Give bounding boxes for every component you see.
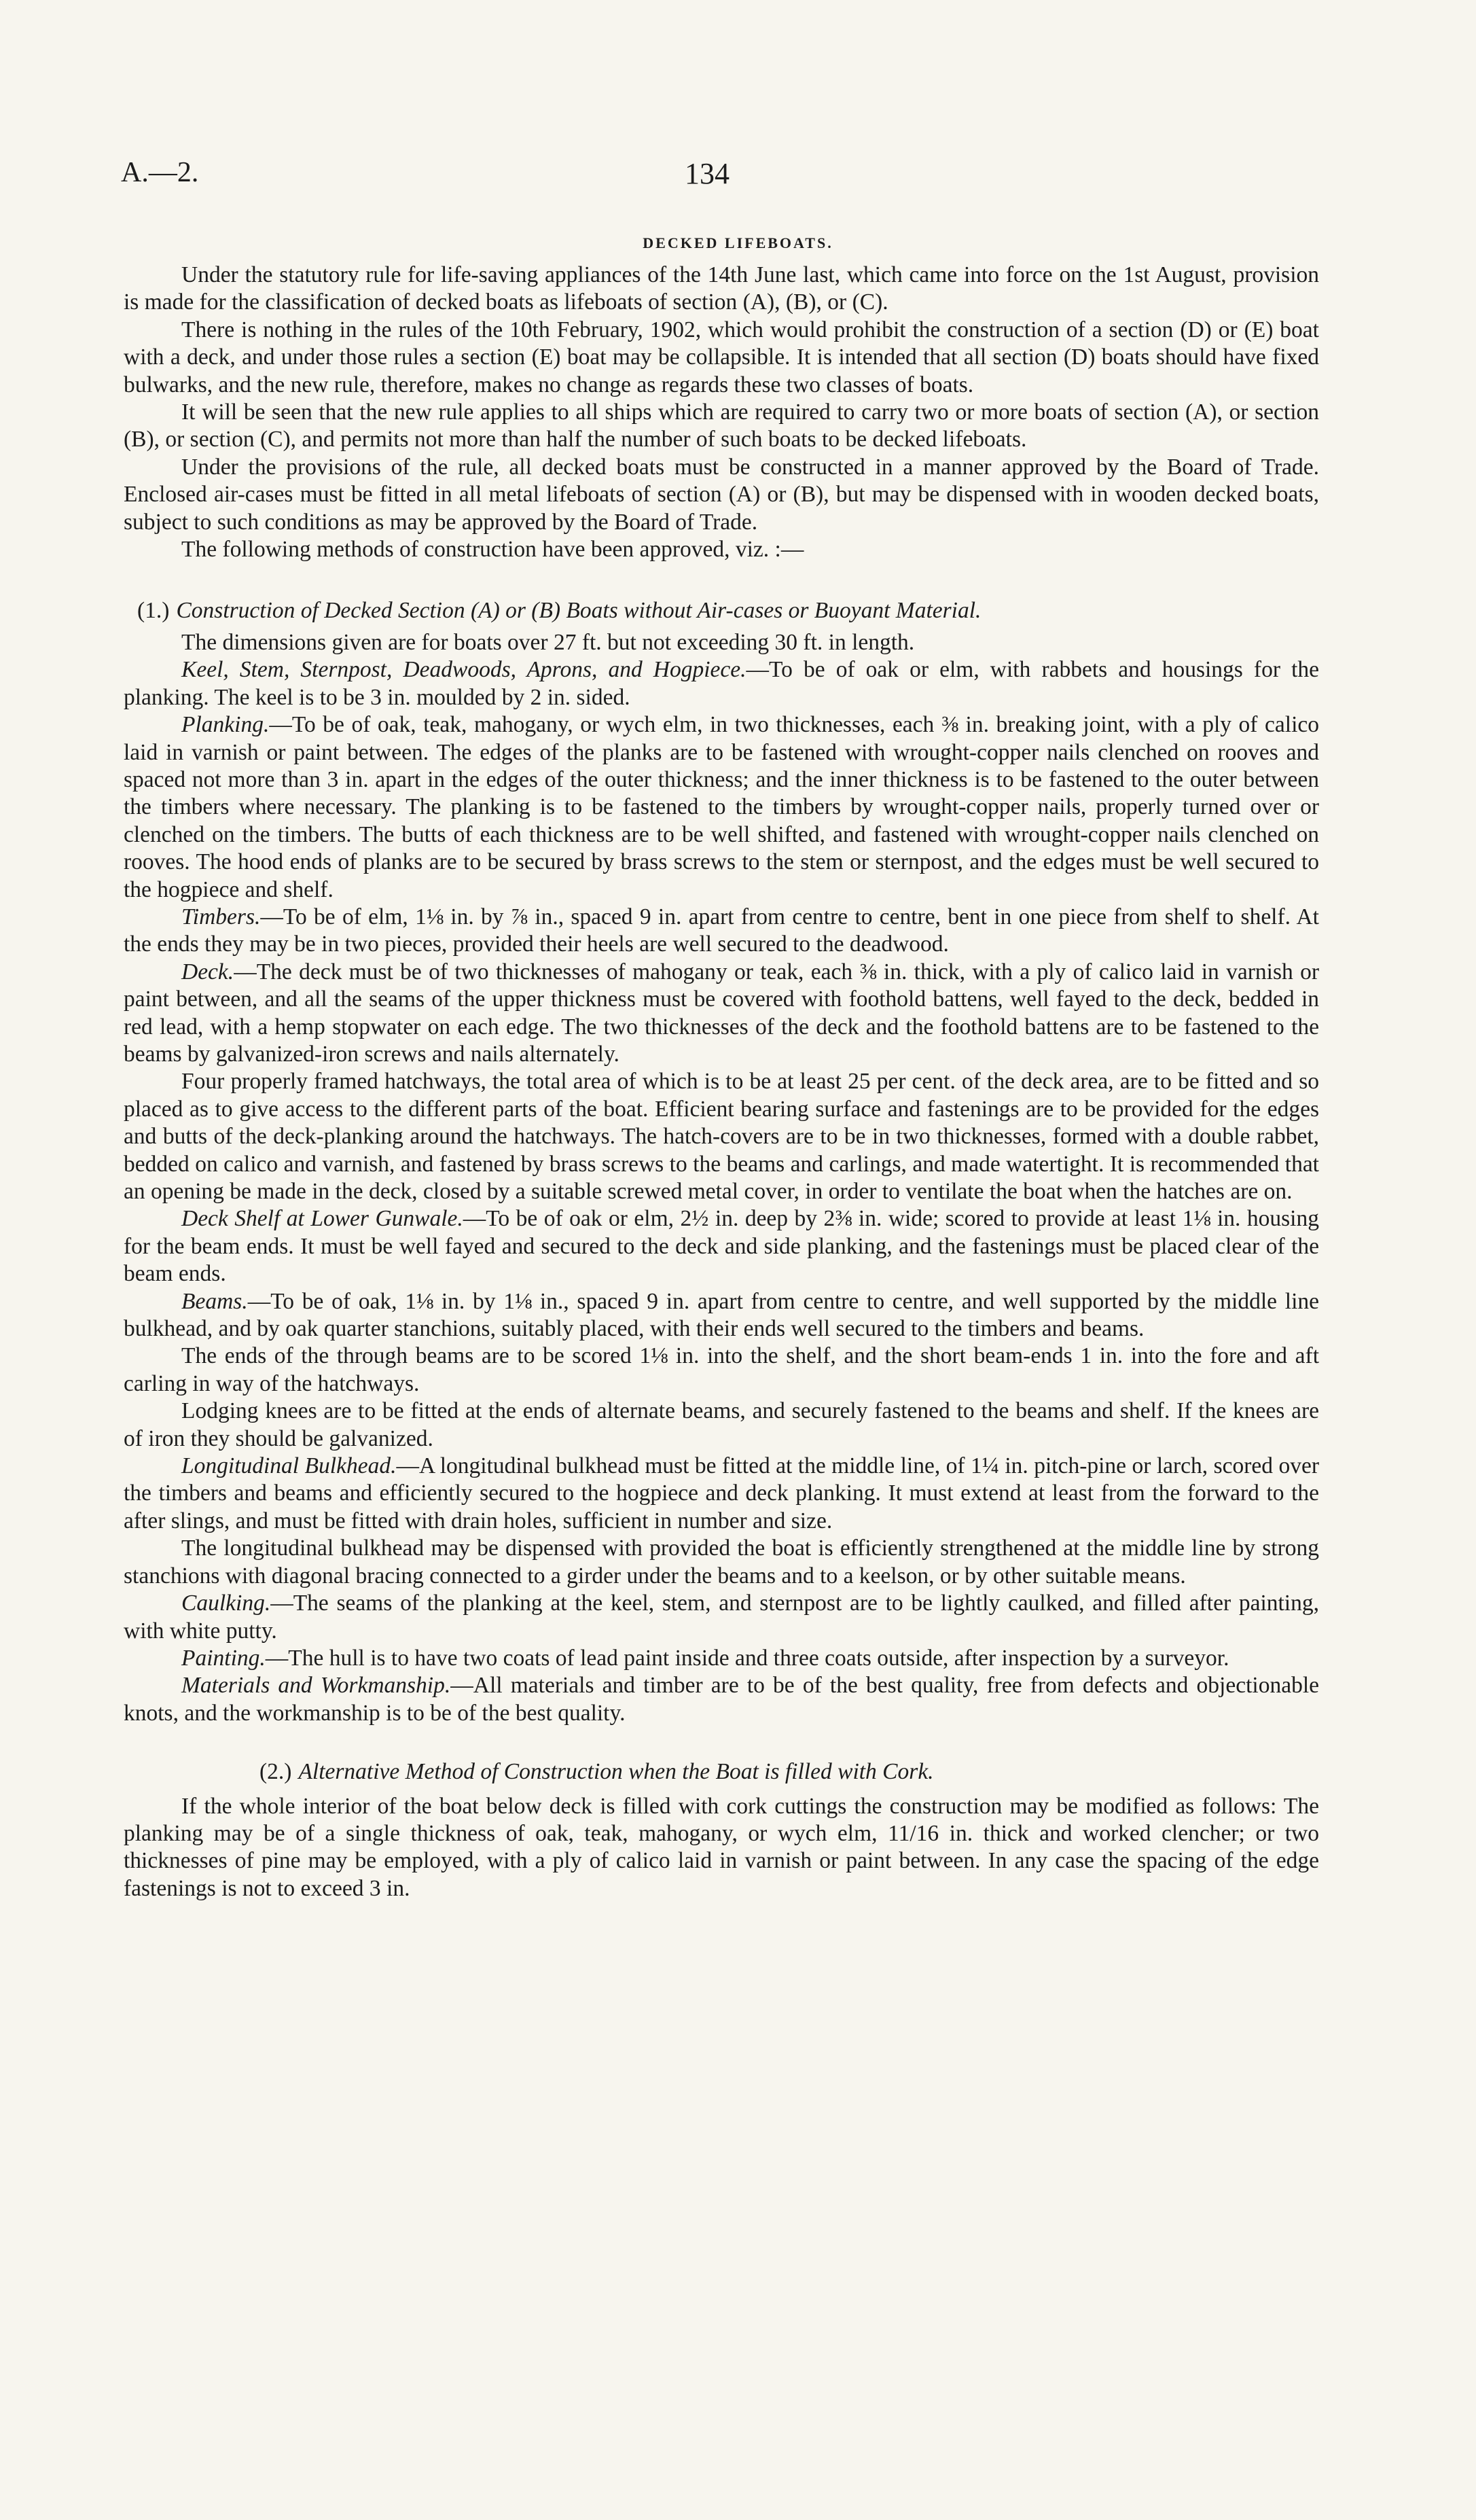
paragraph-heading: Planking. <box>181 712 270 738</box>
paragraph-bulkhead <box>124 1453 1319 1535</box>
paragraph-heading: Painting. <box>181 1645 266 1671</box>
paragraph-heading: Deck Shelf at Lower Gunwale. <box>181 1206 463 1232</box>
intro-paragraph: Under the statutory rule for life-saving appliances of the 14th June last, which came into force on the 1st August, provision is made for the classification of decked boats as lifeboats of section (A), (B), or (C). <box>124 262 1319 315</box>
paragraph-text: —To be of oak, teak, mahogany, or wych elm, in two thicknesses, each ⅜ in. breaking joint, with a ply of calico laid in varnish or paint between. The edges of the planks are to be fastened with wrought-copper nails clenched on rooves and spaced not more than 3 in. apart in the edges of the outer thickness; and the inner thickness is to be fastened to the outer between the timbers where necessary. The planking is to be fastened to the timbers by wrought-copper nails, properly turned over or clenched on the timbers. The butts of each thickness are to be well shifted, and fastened with wrought-copper nails clenched on rooves. The hood ends of planks are to be secured by brass screws to the stem or sternpost, and the edges must be well secured to the hogpiece and shelf. <box>124 712 1319 902</box>
paragraph-text: —The seams of the planking at the keel, stem, and sternpost are to be lightly caulked, and filled after painting, with white putty. <box>124 1591 1319 1644</box>
intro-paragraph: Under the provisions of the rule, all decked boats must be constructed in a manner approved by the Board of Trade. Enclosed air-cases must be fitted in all metal lifeboats of section (A) or (B), but may be dispensed with in wooden decked boats, subject to such conditions as may be approved by the Board of Trade. <box>124 454 1319 535</box>
paragraph-heading: Longitudinal Bulkhead. <box>181 1453 397 1479</box>
section-2-title: Alternative Method of Construction when the Boat is filled with Cork. <box>298 1759 934 1785</box>
paragraph-text: —A longitudinal bulkhead must be fitted at the middle line, of 1¼ in. pitch-pine or larch, scored over the timbers and beams and efficiently secured to the hogpiece and deck planking. It must extend at least from the forward to the after slings, and must be fitted with drain holes, sufficient in number and size. <box>124 1453 1320 1533</box>
document-body <box>124 262 1319 1902</box>
section-1-dimensions: The dimensions given are for boats over 27 ft. but not exceeding 30 ft. in length. <box>181 629 915 655</box>
intro-paragraph: It will be seen that the new rule applies to all ships which are required to carry two or more boats of section (A), or section (B), or section (C), and permits not more than half the number of such boats to be decked lifeboats. <box>124 400 1319 452</box>
paragraph-caulking <box>124 1590 1319 1645</box>
paragraph-deck <box>124 959 1319 1069</box>
section-2-number: (2.) <box>259 1759 292 1785</box>
section-2-heading <box>124 1758 1319 1786</box>
paragraph-heading: Timbers. <box>181 904 261 929</box>
section-1-number: (1.) <box>137 598 170 624</box>
paragraph-planking <box>124 711 1319 904</box>
intro-paragraph: There is nothing in the rules of the 10th February, 1902, which would prohibit the construction of a section (D) or (E) boat with a deck, and under those rules a section (E) boat may be collapsible. It is intended that all section (D) boats should have fixed bulwarks, and the new rule, therefore, makes no change as regards these two classes of boats. <box>124 317 1319 397</box>
paragraph-text: —All materials and timber are to be of the best quality, free from defects and objectionable knots, and the workmanship is to be of the best quality. <box>124 1673 1320 1726</box>
paragraph-painting <box>124 1645 1319 1672</box>
document-reference: A.—2. <box>121 157 199 188</box>
paragraph-text: —To be of oak or elm, 2½ in. deep by 2⅜ in. wide; scored to provide at least 1⅛ in. housing for the beam ends. It must be well fayed and secured to the deck and side planking, and the fastenings must be placed clear of the beam ends. <box>124 1206 1319 1287</box>
paragraph-beams <box>124 1288 1319 1343</box>
paragraph-text: Four properly framed hatchways, the total area of which is to be at least 25 per cent. of the deck area, are to be fitted and so placed as to give access to the different parts of the boat. Efficient bearing surface and fastenings are to be provided for the edges and butts of the deck-planking around the hatchways. The hatch-covers are to be in two thicknesses, formed with a double rabbet, bedded on calico and varnish, and fastened by brass screws to the beams and carlings, and made watertight. It is recommended that an opening be made in the deck, closed by a suitable screwed metal cover, in order to ventilate the boat when the hatches are on. <box>124 1069 1319 1204</box>
paragraph-heading: Caulking. <box>181 1591 271 1616</box>
paragraph-text: —The hull is to have two coats of lead paint inside and three coats outside, after inspection by a surveyor. <box>265 1645 1229 1671</box>
paragraph-heading: Deck. <box>181 959 234 984</box>
paragraph-text: —To be of oak, 1⅛ in. by 1⅛ in., spaced 9 in. apart from centre to centre, and well supported by the middle line bulkhead, and by oak quarter stanchions, suitably placed, with their ends well secured to the timbers and beams. <box>124 1288 1319 1342</box>
page-title: DECKED LIFEBOATS. <box>643 234 833 251</box>
paragraph-heading: Beams. <box>181 1288 248 1314</box>
paragraph-keel <box>124 656 1319 711</box>
section-1-heading <box>124 597 1319 624</box>
page-header <box>121 156 1316 197</box>
page-number: 134 <box>685 157 730 190</box>
paragraph-text: Lodging knees are to be fitted at the ends of alternate beams, and securely fastened to the beams and shelf. If the knees are of iron they should be galvanized. <box>124 1398 1319 1451</box>
paragraph-bulkhead-alternative <box>124 1535 1319 1590</box>
section-1-title: Construction of Decked Section (A) or (B) Boats without Air-cases or Buoyant Material. <box>176 598 982 624</box>
paragraph-beam-ends <box>124 1343 1319 1398</box>
paragraph-text: —To be of oak or elm, with rabbets and housings for the planking. The keel is to be 3 in. moulded by 2 in. sided. <box>124 657 1319 710</box>
paragraph-heading: Materials and Workmanship. <box>181 1673 451 1699</box>
paragraph-heading: Keel, Stem, Sternpost, Deadwoods, Aprons, and Hogpiece. <box>181 657 746 683</box>
paragraph-lodging-knees <box>124 1398 1319 1453</box>
paragraph-text: —The deck must be of two thicknesses of mahogany or teak, each ⅜ in. thick, with a ply of calico laid in varnish or paint between, and all the seams of the upper thickness must be covered with foothold battens, well fayed to the deck, bedded in red lead, with a hemp stopwater on each edge. The two thicknesses of the deck and the foothold battens are to be fastened to the beams by galvanized-iron screws and nails alternately. <box>124 959 1319 1067</box>
paragraph-text: The longitudinal bulkhead may be dispensed with provided the boat is efficiently strengthened at the middle line by strong stanchions with diagonal bracing connected to a girder under the beams and to a keelson, or by other suitable means. <box>124 1536 1319 1589</box>
paragraph-text: The ends of the through beams are to be scored 1⅛ in. into the shelf, and the short beam-ends 1 in. into the fore and aft carling in way of the hatchways. <box>124 1343 1319 1396</box>
paragraph-timbers <box>124 904 1319 959</box>
paragraph-materials <box>124 1672 1319 1727</box>
paragraph-deck-shelf <box>124 1205 1319 1288</box>
paragraph-hatchways <box>124 1068 1319 1205</box>
section-2-paragraph: If the whole interior of the boat below deck is filled with cork cuttings the construction may be modified as follows: The planking may be of a single thickness of oak, teak, mahogany, or wych elm, 11/16 in. thick and worked clencher; or two thicknesses of pine may be employed, with a ply of calico laid in varnish or paint between. In any case the spacing of the edge fastenings is not to exceed 3 in. <box>124 1793 1319 1901</box>
paragraph-text: —To be of elm, 1⅛ in. by ⅞ in., spaced 9 in. apart from centre to centre, bent in one piece from shelf to shelf. At the ends they may be in two pieces, provided their heels are well secured to the deadwood. <box>124 904 1319 957</box>
intro-paragraph: The following methods of construction have been approved, viz. :— <box>181 537 804 563</box>
